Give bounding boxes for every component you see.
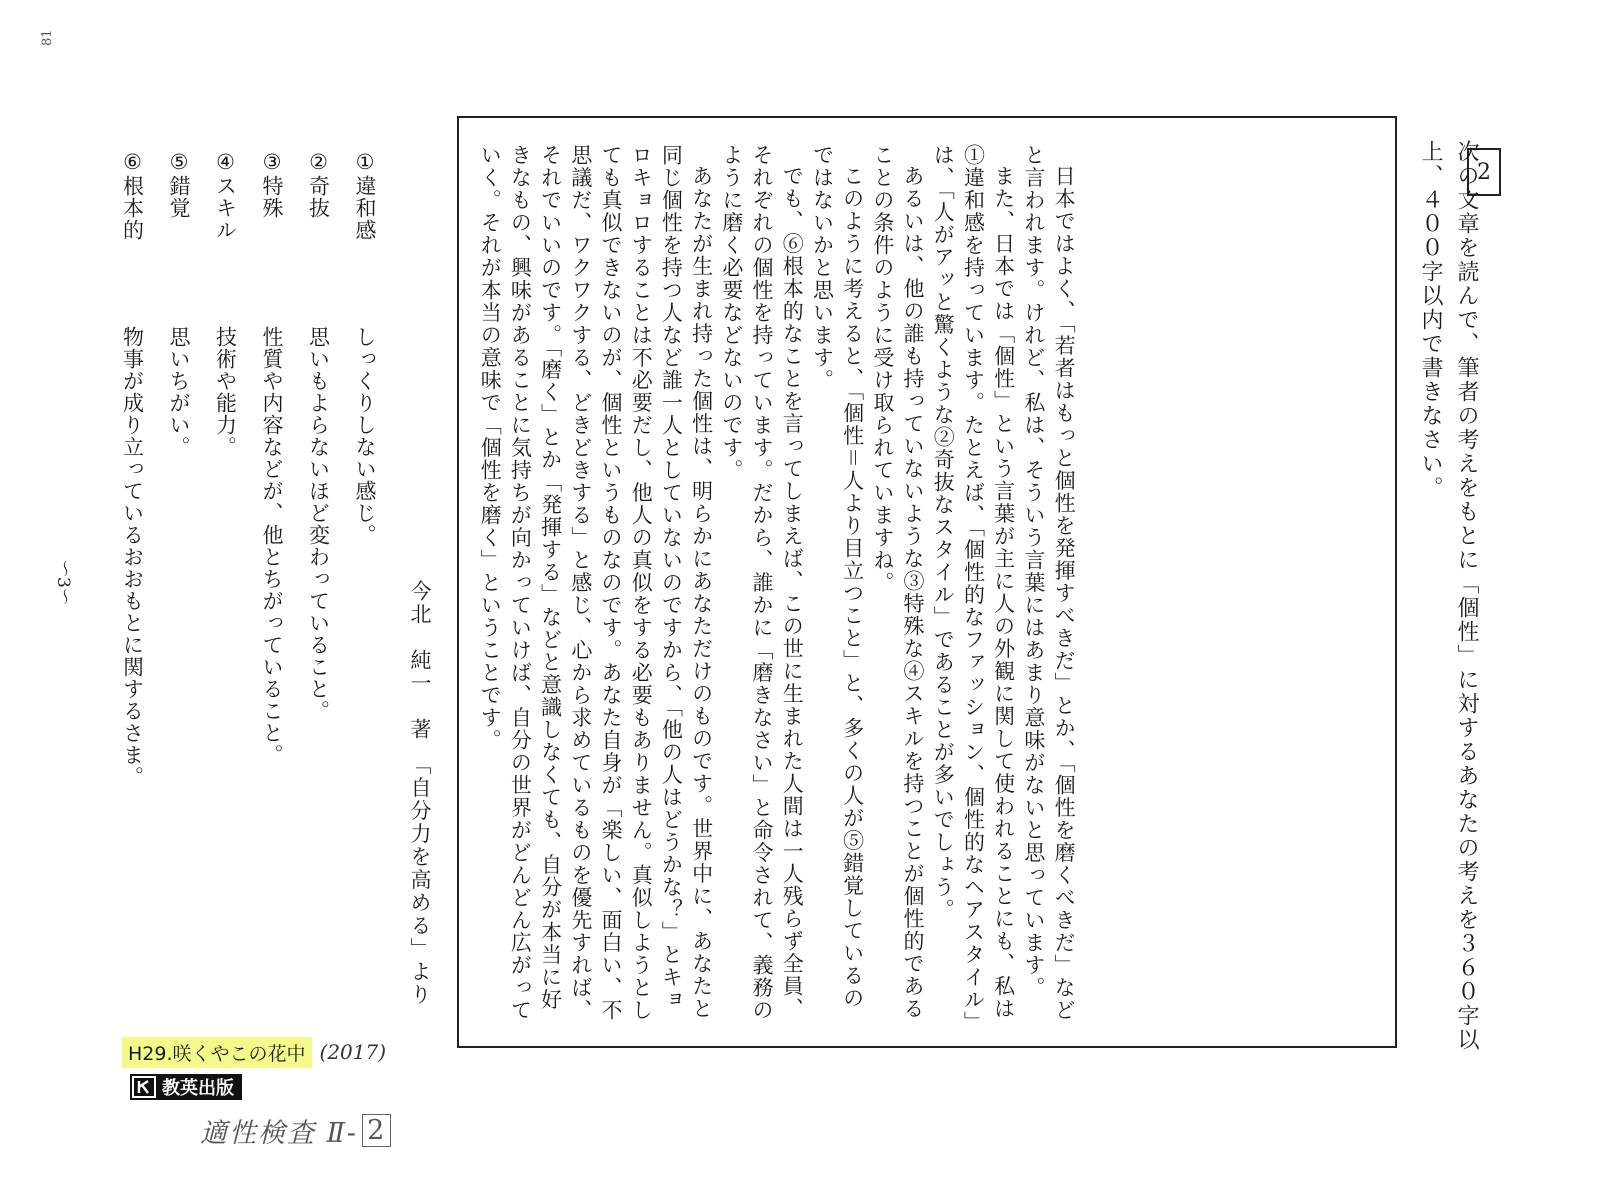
glossary-term: 錯覚 xyxy=(167,175,191,219)
glossary-item xyxy=(342,150,389,810)
glossary-number: ① xyxy=(353,150,377,175)
glossary-item xyxy=(202,150,249,810)
glossary-number: ⑥ xyxy=(120,150,145,175)
handwritten-note xyxy=(200,1110,391,1150)
glossary-meaning: しっくりしない感じ。 xyxy=(353,326,377,547)
handwritten-boxed-number: 2 xyxy=(362,1114,391,1147)
glossary-term: 特殊 xyxy=(260,175,284,219)
glossary-item xyxy=(109,150,156,810)
paragraph: このように考えると、「個性＝人より目立つこと」と、多くの人が⑤錯覚しているのではないかと思います。 xyxy=(810,144,865,1010)
publisher-badge xyxy=(130,1074,242,1100)
glossary-meaning: 思いもよらないほど変わっていること。 xyxy=(306,326,331,723)
corner-mark: 81 xyxy=(40,29,55,46)
glossary-item xyxy=(156,150,203,810)
paragraph: あるいは、他の誰も持っていないような③特殊な④スキルを持つことが個性的であることの条件のように受け取られていますね。 xyxy=(870,144,926,1020)
publisher-name: 教英出版 xyxy=(162,1078,234,1099)
passage-box xyxy=(457,116,1397,1048)
glossary-number: ④ xyxy=(213,150,238,175)
glossary xyxy=(120,150,388,810)
page-number: 〜3〜 xyxy=(53,560,73,605)
glossary-term: 根本的 xyxy=(120,175,145,241)
glossary-item xyxy=(249,150,296,810)
paragraph: また、日本では「個性」という言葉が主に人の外観に関して使われることにも、私は①違和感を持っています。たとえば、「個性的なファッション、個性的なヘアスタイル」は、「人がアッと驚くような②奇抜なスタイル」であることが多いでしょう。 xyxy=(931,144,1016,1023)
question-instruction: 次の文章を読んで、筆者の考えをもとに「個性」に対するあなたの考えを３６０字以上、４００字以内で書きなさい。 xyxy=(1418,140,1479,1052)
handwritten-note-text: 適性検査 Ⅱ- xyxy=(200,1117,359,1149)
passage-text xyxy=(475,144,1079,1024)
school-label: H29.咲くやこの花中 xyxy=(122,1037,312,1068)
glossary-meaning: 性質や内容などが、他とちがっていること。 xyxy=(260,326,284,767)
year-note: (2017) xyxy=(319,1040,387,1064)
glossary-number: ③ xyxy=(260,150,284,175)
source-citation: 今北 純一 著 「自分力を高める」より xyxy=(408,580,432,1007)
glossary-meaning: 物事が成り立っているおおもとに関するさま。 xyxy=(120,326,145,789)
glossary-term: 奇抜 xyxy=(306,175,331,219)
question-number: 2 xyxy=(1467,148,1501,196)
glossary-meaning: 技術や能力。 xyxy=(213,326,238,459)
school-tag xyxy=(122,1036,386,1068)
glossary-term: スキル xyxy=(213,175,238,241)
glossary-item xyxy=(295,150,342,810)
paragraph: 日本ではよく、「若者はもっと個性を発揮すべきだ」とか、「個性を磨くべきだ」などと言われます。けれど、私は、そういう言葉にはあまり意味がないと思っています。 xyxy=(1021,144,1077,1022)
glossary-number: ⑤ xyxy=(167,150,191,175)
paragraph: でも、⑥根本的なことを言ってしまえば、この世に生まれた人間は一人残らず全員、それぞれの個性を持っています。だから、誰かに「磨きなさい」と命令されて、義務のように磨く必要などないのです。 xyxy=(719,144,805,1022)
glossary-term: 違和感 xyxy=(353,175,377,241)
glossary-number: ② xyxy=(306,150,331,175)
publisher-logo-icon xyxy=(132,1076,156,1098)
glossary-meaning: 思いちがい。 xyxy=(167,326,191,459)
paragraph: あなたが生まれ持った個性は、明らかにあなただけのものです。世界中に、あなたと同じ個性を持つ人など誰一人としていないのですから、「他の人はどうかな？」とキョロキョロすることは不必要だし、他人の真似をする必要もありません。真似しようとしても真似できないのが、個性というものなのです。あなた自身が「楽しい、面白い、不思議だ、ワクワクする、どきどきする」と感じ、心から求めているものを優先すれば、それでいいのです。「磨く」とか「発揮する」などと意識しなくても、自分が本当に好きなもの、興味があることに気持ちが向かっていけば、自分の世界がどんどん広がっていく。それが本当の意味で「個性を磨く」ということです。 xyxy=(478,144,714,1022)
